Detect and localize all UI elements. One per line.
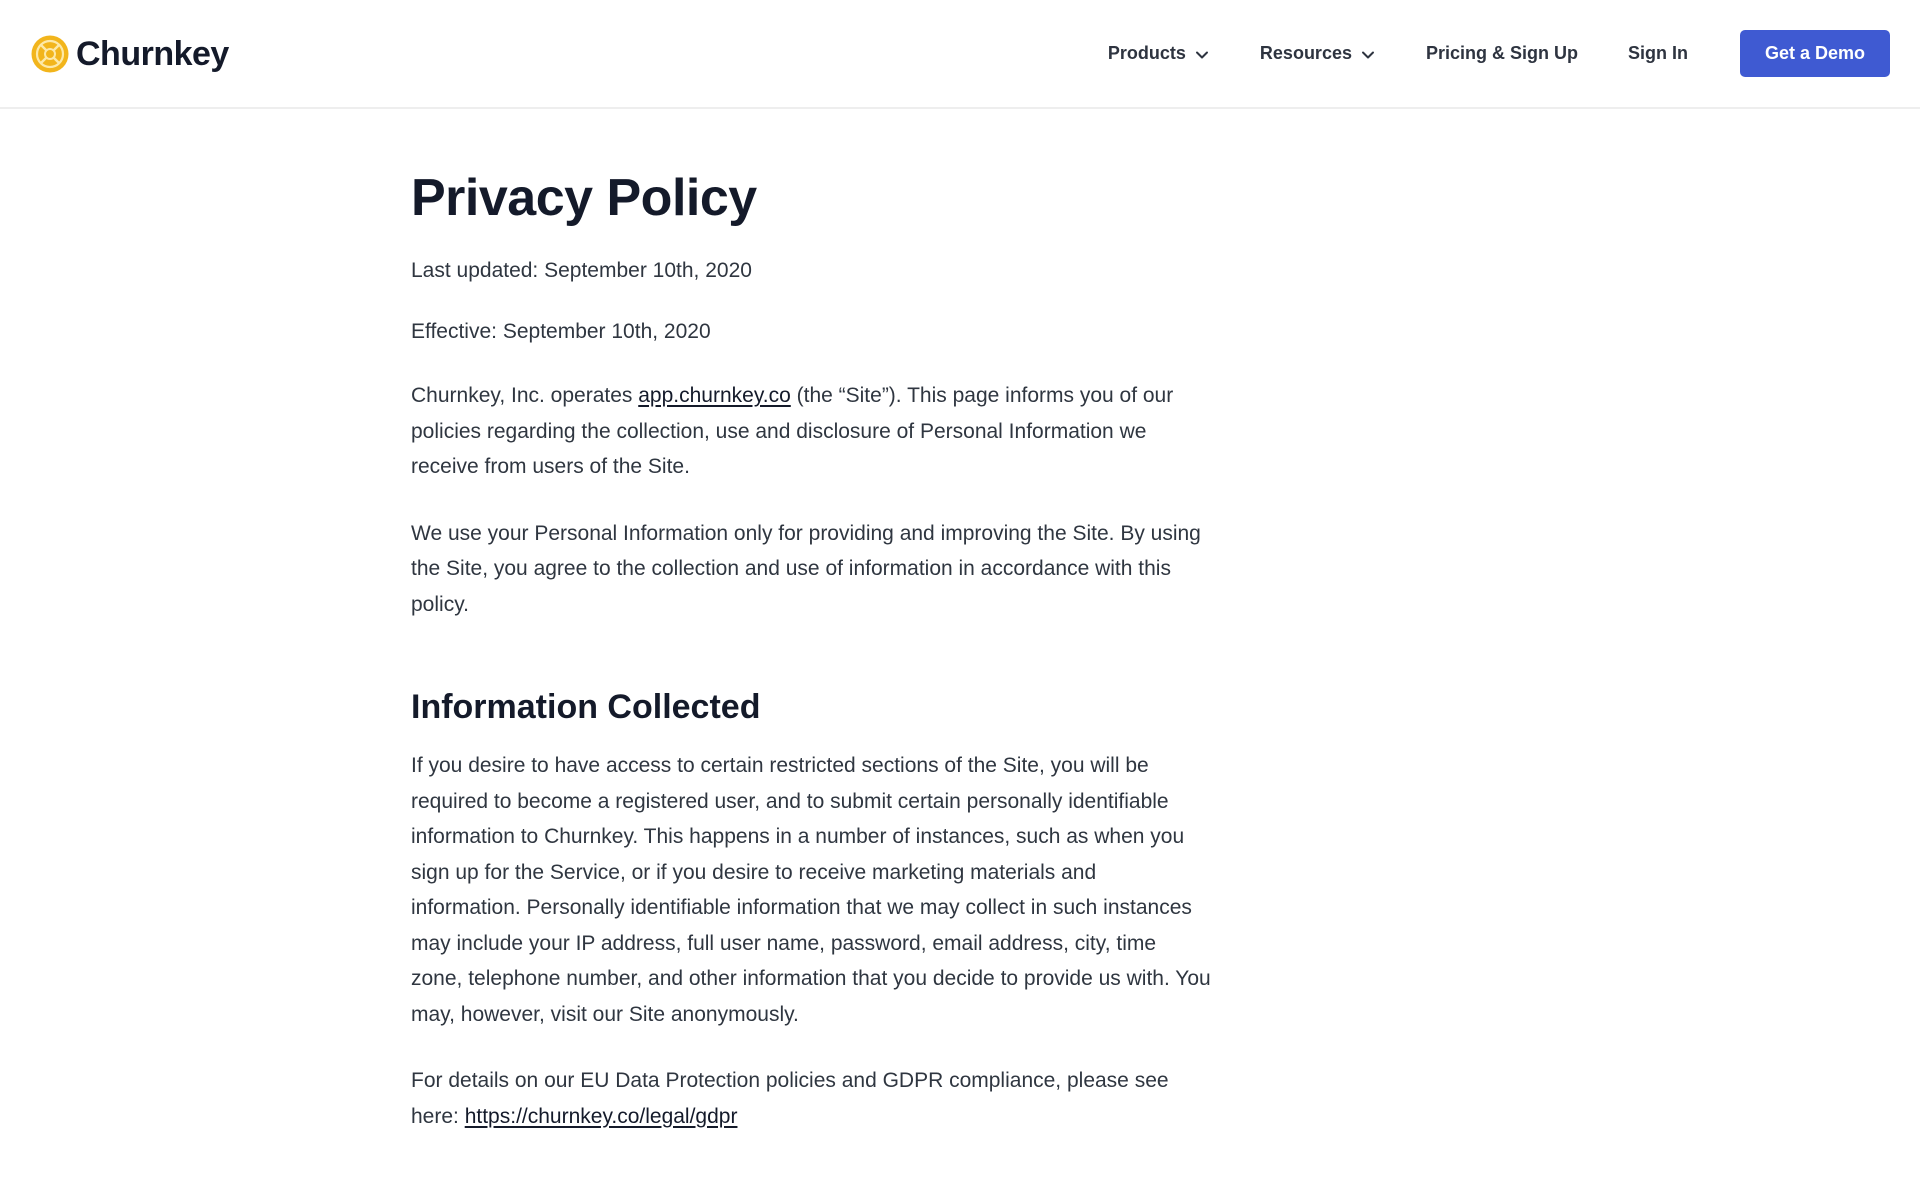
last-updated-text: Last updated: September 10th, 2020 xyxy=(411,259,752,282)
policy-content xyxy=(411,160,1211,1134)
chevron-down-icon xyxy=(1194,47,1210,63)
intro-text-end: (the “Site”). This page informs you of our policies regarding the collection, use and disclosure of Personal Information we receive from users of the Site. xyxy=(411,384,1174,478)
brand-name: Churnkey xyxy=(76,34,229,73)
information-collected-paragraph: If you desire to have access to certain restricted sections of the Site, you will be required to become a registered user, and to submit certain personally identifiable information to Churnkey. This happens in a number of instances, such as when you sign up for the Service, or if you desire to receive marketing materials and information. Personally identifiable information that we may collect in such instances may include your IP address, full user name, password, email address, city, time zone, telephone number, and other information that you decide to provide us with. You may, however, visit our Site anonymously. xyxy=(411,754,1211,1026)
nav-products[interactable] xyxy=(1108,43,1210,64)
nav-pricing-signup-link[interactable]: Pricing & Sign Up xyxy=(1425,43,1578,63)
nav-products-label: Products xyxy=(1107,43,1186,63)
usage-paragraph: We use your Personal Information only for providing and improving the Site. By using the Site, you agree to the collection and use of information in accordance with this policy. xyxy=(411,521,1201,616)
effective-date-text: Effective: September 10th, 2020 xyxy=(411,320,711,343)
page-title: Privacy Policy xyxy=(411,169,757,227)
site-link[interactable]: app.churnkey.co xyxy=(638,384,791,407)
gdpr-paragraph xyxy=(411,1063,1211,1134)
get-a-demo-button[interactable]: Get a Demo xyxy=(1740,30,1890,77)
intro-text-start: Churnkey, Inc. operates xyxy=(411,384,639,407)
logo-link[interactable] xyxy=(30,33,229,75)
nav-sign-in-link[interactable]: Sign In xyxy=(1628,43,1688,63)
site-header xyxy=(0,0,1920,109)
intro-paragraph xyxy=(411,378,1211,485)
main-nav xyxy=(1108,30,1890,77)
nav-resources-label: Resources xyxy=(1259,43,1352,63)
churnkey-logo-icon xyxy=(30,34,70,74)
gdpr-text: For details on our EU Data Protection policies and GDPR compliance, please see here: xyxy=(411,1069,1169,1128)
chevron-down-icon xyxy=(1360,47,1376,63)
nav-resources[interactable] xyxy=(1260,43,1376,64)
section-title-information-collected: Information Collected xyxy=(411,688,761,726)
gdpr-link[interactable]: https://churnkey.co/legal/gdpr xyxy=(464,1104,738,1128)
